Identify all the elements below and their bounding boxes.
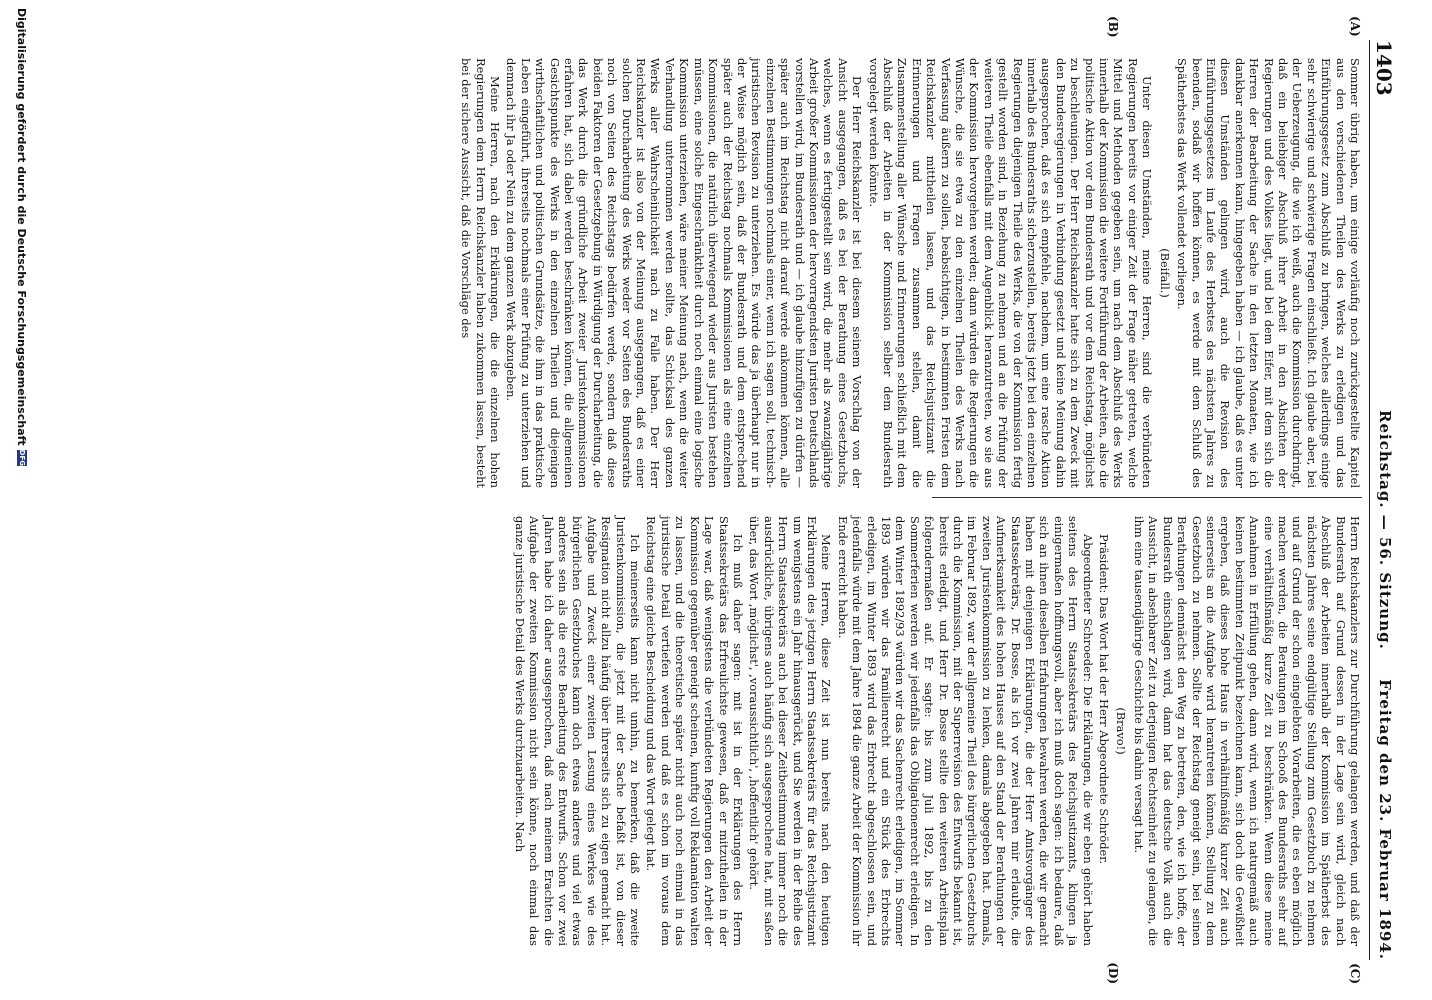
margin-marker-c: (C)	[1348, 963, 1362, 984]
speaker-paragraph: Abgeordneter Schroeder: Die Erklärungen, die wir eben gehört haben seitens des Herrn Staatssekretärs des Reichsjustizamts, klingen ja einigermaßen hoffnungsvoll, aber ich muß doch sagen: ich bedaure, daß sich an ihnen dieselben Erfahrungen bewahren werden, die wir gemacht haben mit denjenigen Erklärungen, die der Herr Amtsvorgänger des Staatssekretärs, Dr. Bosse, als ich vor zwei Jahren mir erlaubte, die Aufmerksamkeit des hohen Hauses auf den Stand der Berathungen der zweiten Juristenkommission zu lenken, damals abgegeben hat. Damals, im Februar 1892, war der allgemeine Theil des bürgerlichen Gesetzbuchs durch die Kommission, mit der Superrevision des Entwurfs bekannt ist, bereits erledigt, und Herr Dr. Bosse stellte den weiteren Arbeitsplan folgendermaßen auf. Er sagte: bis zum Juli 1892, bis zu den Sommerferien werden wir jedenfalls das Obligationenrecht erledigen. In dem Winter 1892/93 würden wir das Sachenrecht erledigen, im Sommer 1893 würden wir das Familienrecht und ein Stück des Erbrechts erledigen, im Winter 1893 wird das Erbrecht abgeschlossen sein, und jedenfalls würde mit dem Jahre 1894 die ganze Arbeit der Kommission ihr Ende erreicht haben.	[835, 516, 1095, 946]
page-number: 1403	[1372, 40, 1396, 96]
dfg-logo-icon: DFG	[18, 449, 26, 467]
paragraph: Meine Herren, diese Zeit ist nun bereits nach den heutigen Erklärungen des jetzigen Herrn Staatssekretärs für das Reichsjustizamt um wenigstens ein Jahr hinausgerückt, und Sie werden in der Reihe des Herrn Staatssekretärs auch bei dieser Zeitbestimmung immer noch die ausdrückliche, übrigens auch häufig sich ausgesprochene hat, mit saßen über, das Wort ,möglichst', ,voraussichtlich', ,hoffentlich' gehört.	[747, 516, 834, 946]
paragraph: Sommer übrig haben, um einige vorläufig noch zurückgestellte Kapitel aus den verschiedenen Theilen des Werks zu erledigen und das Einführungsgesetz zum Abschluß zu bringen, welches allerdings einige sehr schwierige und schwierige Fragen einschließt. Ich glaube aber, bei der Ueberzeugung, die wie ich weiß, auch die Kommission durchdringt, daß ein beliebiger Abschluß ihrer Arbeit in den Absichten der Regierungen und des Volkes liegt, und bei dem Eifer, mit dem sich die Herren der Bearbeitung der Sache in den letzten Monaten, wie ich dankbar anerkennen kann, hingegeben haben — ich glaube, daß es unter diesen Umständen gelingen wird, auch die Revision des Einführungsgesetzes im Laufe des Herbstes des nächsten Jahres zu beenden, sodaß wir hoffen können, es werde mit dem Schluß des Spätherbstes das Werk vollendet vorliegen.	[1175, 58, 1362, 488]
paragraph: Ich muß daher sagen: mit ist in der Erklärungen des Herrn Staatssekretärs das Erfreulichste gewesen, daß er mitzutheilen in der Lage war, daß wenigstens die verbündeten Regierungen den Arbeit der Kommission gegenüber geneigt scheinen, kunftig voll Reklamation walten zu lassen, und die theoretische später nicht auch noch einmal in das juristische Detail vertiefen werden und daß es schon im voraus dem Reichstag eine gleiche Bescheidung und das Wort gelegt hat.	[644, 516, 745, 946]
right-column	[510, 516, 1362, 946]
applause-note: (Beifall.)	[1157, 248, 1172, 298]
header-title: Reichstag. — 56. Sitzung.	[1376, 410, 1394, 650]
page-header	[1369, 40, 1400, 960]
margin-marker-d: (D)	[1106, 962, 1120, 984]
applause-note: (Bravo!)	[1114, 707, 1129, 755]
paragraph: Ich meinerseits kann nicht umhin, zu bemerken, daß die zweite Juristenkommission, die jetzt mit der Sache befaßt ist, von dieser Resignation nicht allzu häufig über ihrerseits sich zu eigen gemacht hat. Aufgabe und Zweck einer zweiten Lesung eines Werkes wie des bürgerlichen Gesetzbuches kann doch etwas anderes und viel etwas anderes sein als die erste Bearbeitung des Entwurfs. Schon vor zwei Jahren habe ich daher ausgesprochen, daß nach meinem Erachten die Aufgabe der zweiten Kommission nicht sein könne, noch einmal das ganze juristische Detail des Werks durchzuarbeiten. Nach	[512, 516, 643, 946]
paragraph: Der Herr Reichskanzler ist bei diesem seinem Vorschlag von der Ansicht ausgegangen, daß es bei der Berathung eines Gesetzbuchs, welches, wenn es fertiggestellt sein wird, die mehr als zwanzigjährige Arbeit großer Kommissionen der hervorragendsten Juristen Deutschlands vorstellen wird, im Bundesrath und — ich glaube hinzufügen zu dürfen — später auch im Reichstag nicht darauf werde ankommen können, alle einzelnen Bestimmungen nochmals einer, wenn ich sagen soll, technisch-juristischen Revision zu unterziehen. Es würde das ja überhaupt nur in der Weise möglich sein, daß der Bundesrath und dem entsprechend später auch der Reichstag nochmals Kommissionen als eine einzelnen Kommissionen, die natürlich überwiegend wieder aus Juristen bestehen müssen, eine solche Eingeschränktheit durch noch einmal eine logische Kommission unterziehen, wäre meiner Meinung nach, wenn die weiter Verhandlung unternommen werden sollte, das Schicksal des ganzen Werks aller Wahrscheinlichkeit nach zu Falle haben. Der Herr Reichskanzler ist also von der Meinung ausgegangen, daß es einer solchen Durcharbeitung des Werks weder vor Seiten des Bundesraths noch von Seiten des Reichstags bedürfen werde, sondern daß diese beiden Faktoren der Gesetzgebung in Würdigung der Durcharbeitung, die das Werk durch die gründliche Arbeit zweier Juristenkommissionen erfahren hat, sich dabei werden beschränken können, die allgemeinen Gesichtspunkte des Werks in den einzelnen Theilen und diejenigen wirthschaftlichen und politischen Grundsätze, die ihm in das praktische Leben eingeführt, ihrerseits nochmals einer Prüfung zu unterziehen und demnach ihr Ja oder Nein zu dem ganzen Werk abzugeben.	[504, 58, 865, 488]
paragraph: Herrn Reichskanzlers zur Durchführung gelangen werden, und daß der Bundesrath auf Grund dessen in der Lage sein wird, gleich nach Abschluß der Arbeiten innerhalb der Kommission im Spätherbst des nächsten Jahres seine endgültige Stellung zum Gesetzbuch zu nehmen und auf Grund der schon eingelebten Vorarbeiten, die es eben möglich machen werden, die Beratungen im Schooß des Bundesraths sehr auf eine verhältnißmäßig kurze Zeit zu beschränken. Wenn diese meine Annahmen in Erfüllung gehen, dann wird, wenn ich naturgemäß auch keinen bestimmten Zeitpunkt bezeichnen kann, sich doch die Gewißheit ergeben, daß dieses hohe Haus in verhältnißmäßig kurzer Zeit auch seinerseits an die Aufgabe wird herantreten können, Stellung zu dem Gesetzbuch zu nehmen. Sollte der Reichstag geneigt sein, bei seinen Berathungen demnächst den Weg zu betreten, den, wie ich hoffe, der Bundesrath einschlagen wird, dann hat das deutsche Volk auch die Aussicht, in absehbarer Zeit zu derjenigen Rechtseinheit zu gelangen, die ihm eine tausendjährige Geschichte bis dahin versagt hat.	[1131, 516, 1362, 946]
speaker-paragraph: Präsident: Das Wort hat der Herr Abgeordnete Schröder.	[1097, 534, 1112, 865]
paragraph: Meine Herren, nach den Erklärungen, die die einzelnen hohen Regierungen dem Herrn Reichskanzler haben zukommen lassen, besteht bei der sichere Aussicht, daß die Vorschläge des	[459, 58, 503, 488]
column-divider	[932, 497, 1362, 498]
left-column	[457, 58, 1362, 488]
margin-marker-a: (A)	[1348, 16, 1362, 37]
paragraph: Unter diesen Umständen, meine Herren, sind die verbündeten Regierungen bereits vor einiger Zeit der Frage näher getreten, welche Mittel und Methoden gegeben sein, um nach dem Abschluß des Werks innerhalb der Kommission die weitere Fortführung der Arbeiten, also die politische Aktion vor dem Bundesrath und vor dem Reichstag, möglichst zu beschleunigen. Der Herr Reichskanzler hatte sich zu dem Zweck mit den Bundesregierungen in Verbindung gesetzt und keine Meinung dahin ausgesprochen, daß es sich empfehle, nachdem, um eine rasche Aktion innerhalb des Bundesraths sicherzustellen, bereits jetzt bei den einzelnen Regierungen diejenigen Theile des Werks, die von der Kommission fertig gestellt worden sind, in Beziehung zu nehmen und an die Prüfung der weiteren Theile ebenfalls mit dem Augenblick heranzutreten, wo sie aus der Kommission hervorgehen werden; dann würden die Regierungen die Wünsche, die sie etwa zu den einzelnen Theilen des Werks nach Verfassung äußern zu sollen, beabsichtigen, in bestimmten Fristen dem Reichskanzler mittheilen lassen, und das Reichsjustizamt die Erinnerungen und Fragen zusammen stellen, damit die Zusammenstellung aller Wünsche und Erinnerungen schließlich mit dem Abschluß der Arbeiten in der Kommission selber dem Bundesrath vorgelegt werden könnte.	[866, 58, 1155, 488]
digitization-footer	[12, 0, 32, 1000]
footer-credit: Digitalisierung gefördert durch die Deutsche Forschungsgemeinschaft	[15, 8, 29, 446]
margin-marker-b: (B)	[1106, 16, 1120, 38]
header-date: Freitag den 23. Februar 1894.	[1376, 679, 1394, 960]
